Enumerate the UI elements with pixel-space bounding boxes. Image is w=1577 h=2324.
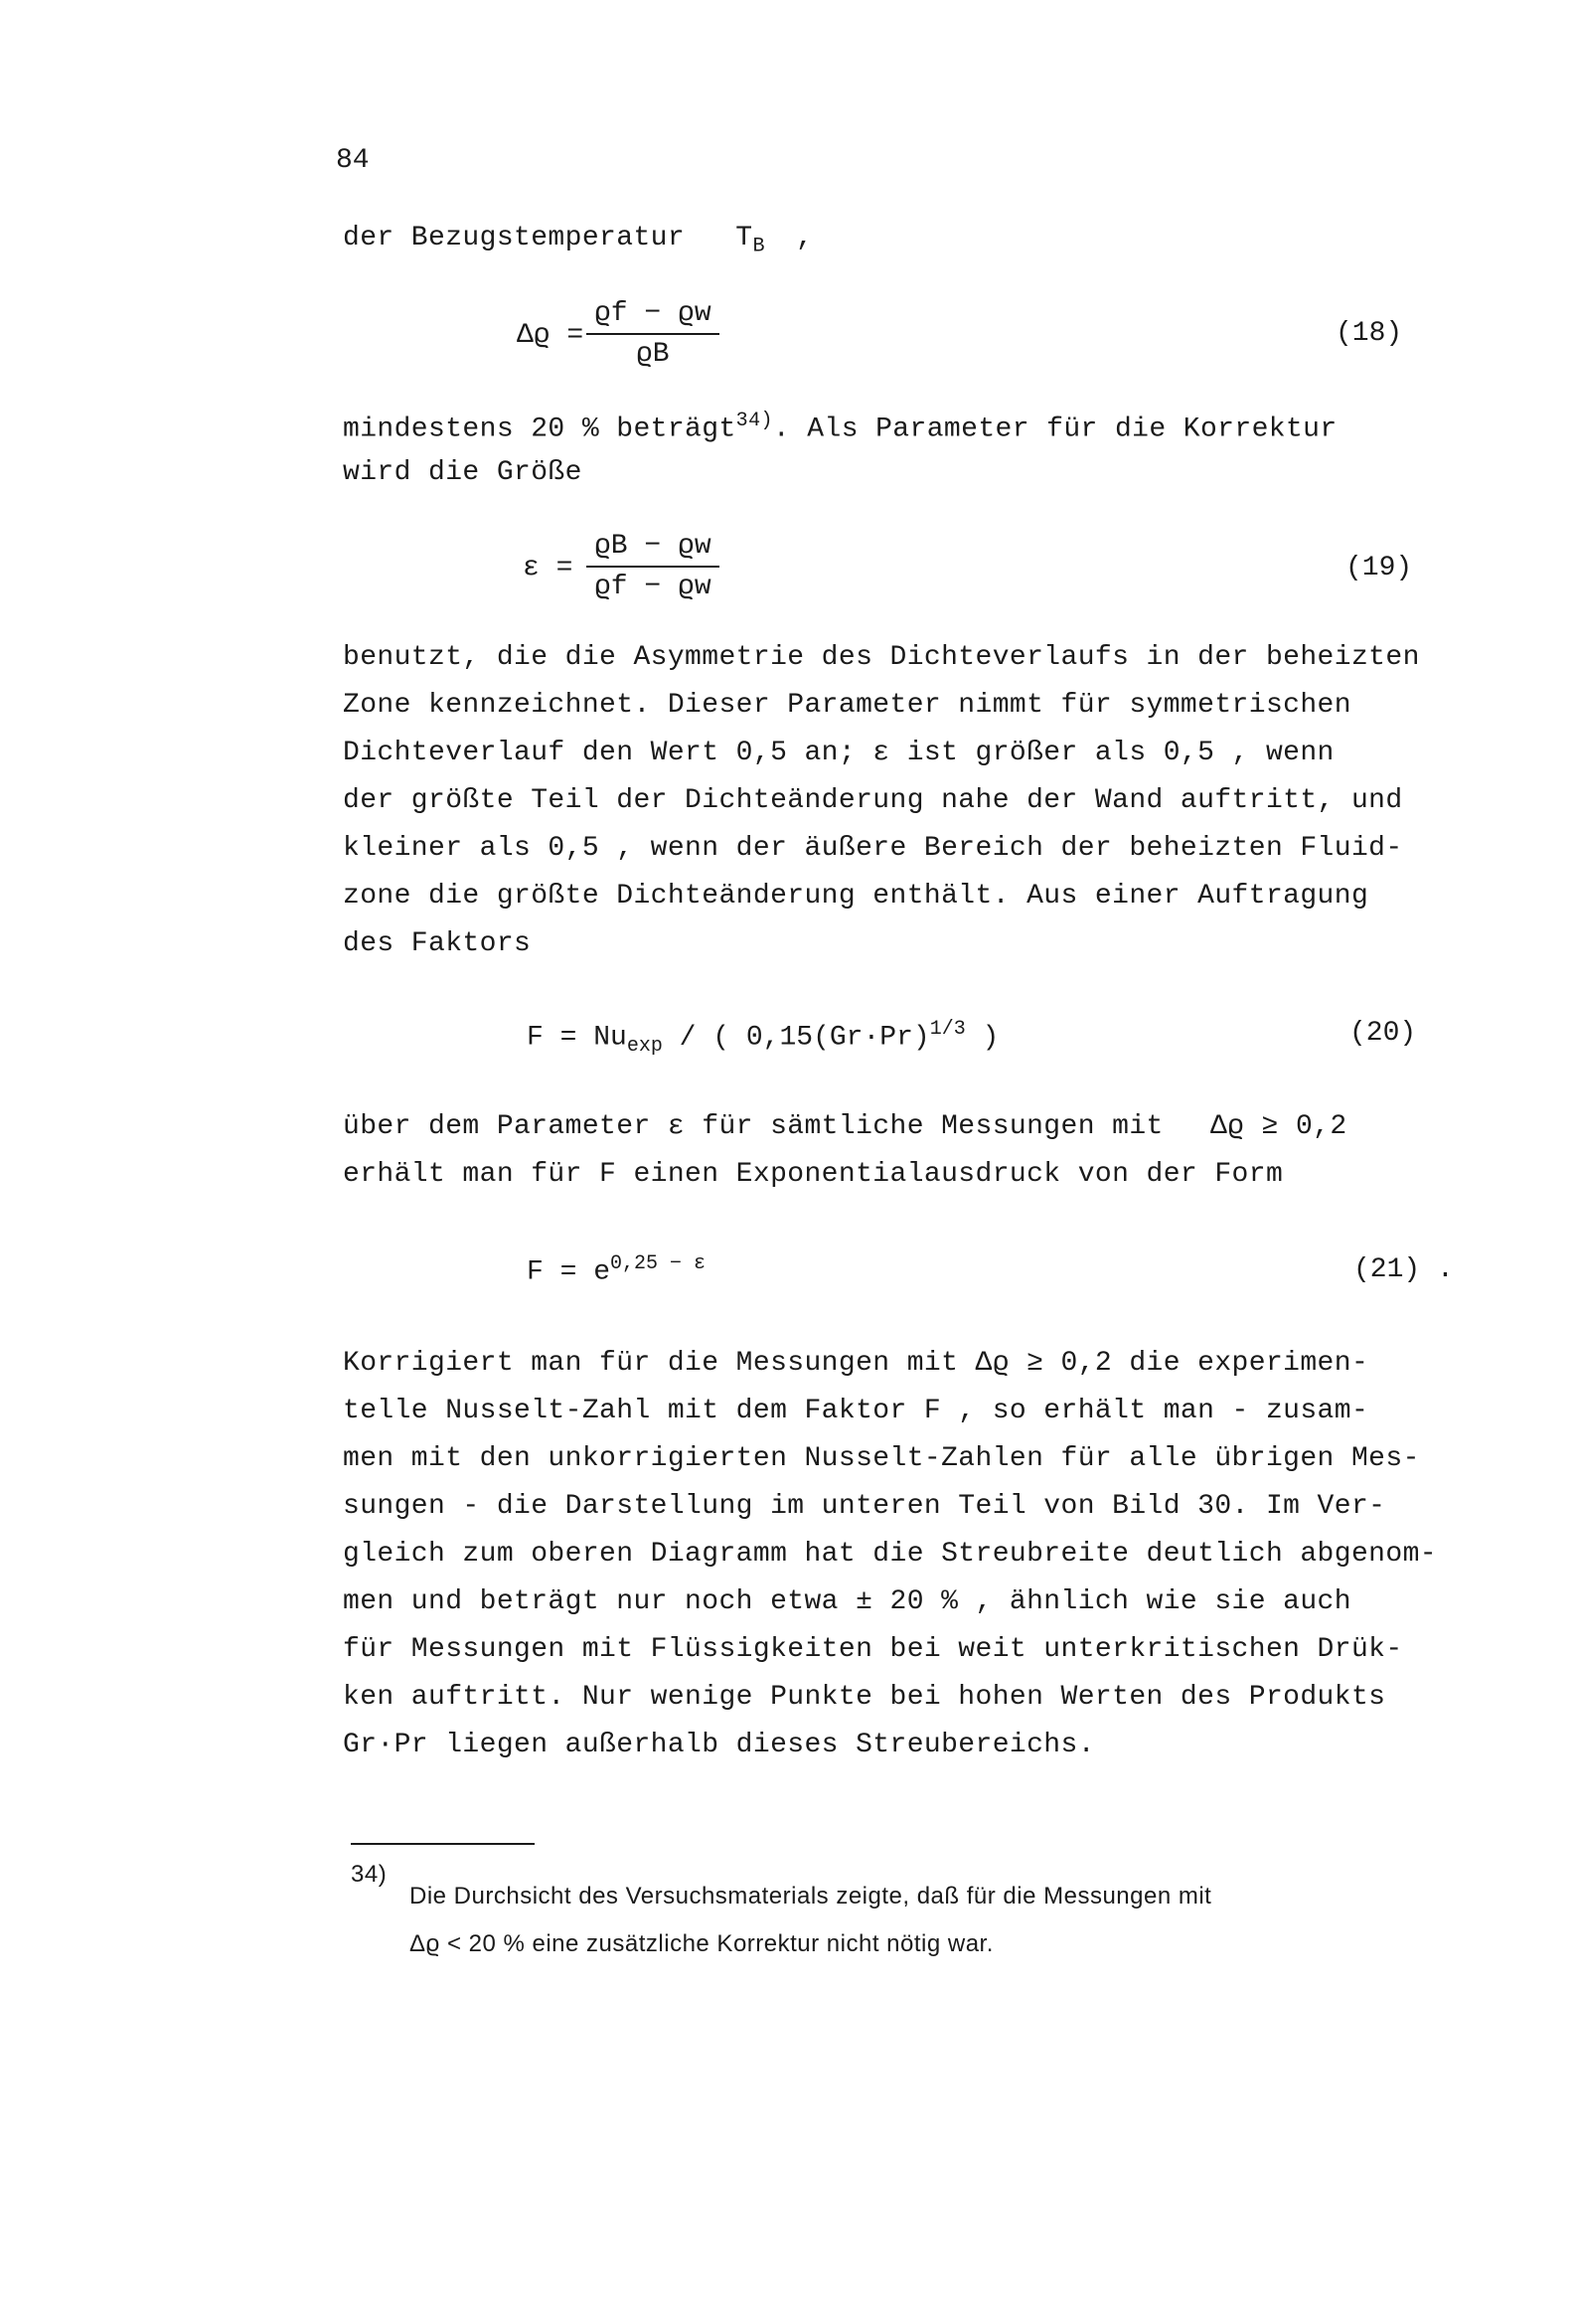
- para2-line: Zone kennzeichnet. Dieser Parameter nimmt für symmetrischen: [343, 690, 1351, 721]
- eq19-fraction: [586, 531, 719, 602]
- eq19-lhs: ε =: [523, 553, 573, 583]
- eq19-numerator: ϱB − ϱw: [586, 531, 719, 568]
- para2-line: benutzt, die die Asymmetrie des Dichteverlaufs in der beheizten: [343, 642, 1420, 673]
- tb-comma: ,: [796, 223, 814, 253]
- footnote-rule: [351, 1843, 535, 1845]
- para3-line2: erhält man für F einen Exponentialausdruck von der Form: [343, 1159, 1284, 1190]
- para2-line: Dichteverlauf den Wert 0,5 an; ε ist größer als 0,5 , wenn: [343, 738, 1335, 768]
- eq19-number: (19): [1345, 553, 1413, 583]
- eq18-number: (18): [1336, 318, 1403, 349]
- eq21-expression: $F = e^{0,25 - \varepsilon}$: [527, 1252, 707, 1288]
- eq21-number: (21) .: [1353, 1254, 1454, 1285]
- para3-text-a: über dem Parameter ε für sämtliche Messungen mit: [343, 1111, 1164, 1142]
- para4-line: gleich zum oberen Diagramm hat die Streubreite deutlich abgenom-: [343, 1539, 1437, 1570]
- para4-line: Gr·Pr liegen außerhalb dieses Streubereichs.: [343, 1730, 1095, 1760]
- para1-line2: wird die Größe: [343, 457, 582, 488]
- footnote-line1: Die Durchsicht des Versuchsmaterials zeigte, daß für die Messungen mit: [409, 1883, 1212, 1909]
- intro-text: der Bezugstemperatur: [343, 223, 686, 253]
- para4-line: telle Nusselt-Zahl mit dem Faktor F , so erhält man - zusam-: [343, 1396, 1369, 1426]
- eq18-denominator: ϱB: [636, 339, 670, 370]
- footnote-marker: 34): [351, 1861, 388, 1888]
- para2-line: der größte Teil der Dichteänderung nahe der Wand auftritt, und: [343, 785, 1403, 816]
- para4-line: ken auftritt. Nur wenige Punkte bei hohen Werten des Produkts: [343, 1682, 1386, 1713]
- eq18-lhs: Δϱ =: [517, 320, 584, 351]
- para1-text-a: mindestens 20 % beträgt: [343, 414, 736, 445]
- para4-line: Korrigiert man für die Messungen mit Δϱ ≥ 0,2 die experimen-: [343, 1348, 1369, 1379]
- para4-line: men und beträgt nur noch etwa ± 20 % , ähnlich wie sie auch: [343, 1586, 1351, 1617]
- para2-line: des Faktors: [343, 928, 532, 959]
- eq20-expression: $F = Nu_{exp}$ / ( $0,15(Gr\cdot Pr)^{1/3}$ ): [527, 1018, 1000, 1058]
- para4-line: sungen - die Darstellung im unteren Teil von Bild 30. Im Ver-: [343, 1491, 1386, 1522]
- para1-line1: [343, 410, 1338, 444]
- para2-line: kleiner als 0,5 , wenn der äußere Bereich der beheizten Fluid-: [343, 833, 1403, 864]
- eq18-fraction: [586, 298, 719, 370]
- para3-line1: [343, 1111, 1347, 1142]
- eq18-numerator: ϱf − ϱw: [586, 298, 719, 335]
- eq20-number: (20): [1349, 1018, 1417, 1049]
- para1-text-b: . Als Parameter für die Korrektur: [772, 414, 1338, 445]
- para3-text-b: Δϱ ≥ 0,2: [1209, 1111, 1347, 1142]
- intro-line: [343, 223, 813, 258]
- para4-line: men mit den unkorrigierten Nusselt-Zahlen für alle übrigen Mes-: [343, 1443, 1420, 1474]
- para4-line: für Messungen mit Flüssigkeiten bei weit unterkritischen Drük-: [343, 1634, 1403, 1665]
- tb-symbol: $T_B$: [735, 223, 765, 258]
- para2-line: zone die größte Dichteänderung enthält. Aus einer Auftragung: [343, 881, 1369, 912]
- footnote-ref: 34): [735, 410, 773, 432]
- eq19-denominator: ϱf − ϱw: [594, 572, 711, 602]
- footnote-line2: Δϱ < 20 % eine zusätzliche Korrektur nicht nötig war.: [409, 1930, 994, 1957]
- page-number: 84: [336, 145, 370, 176]
